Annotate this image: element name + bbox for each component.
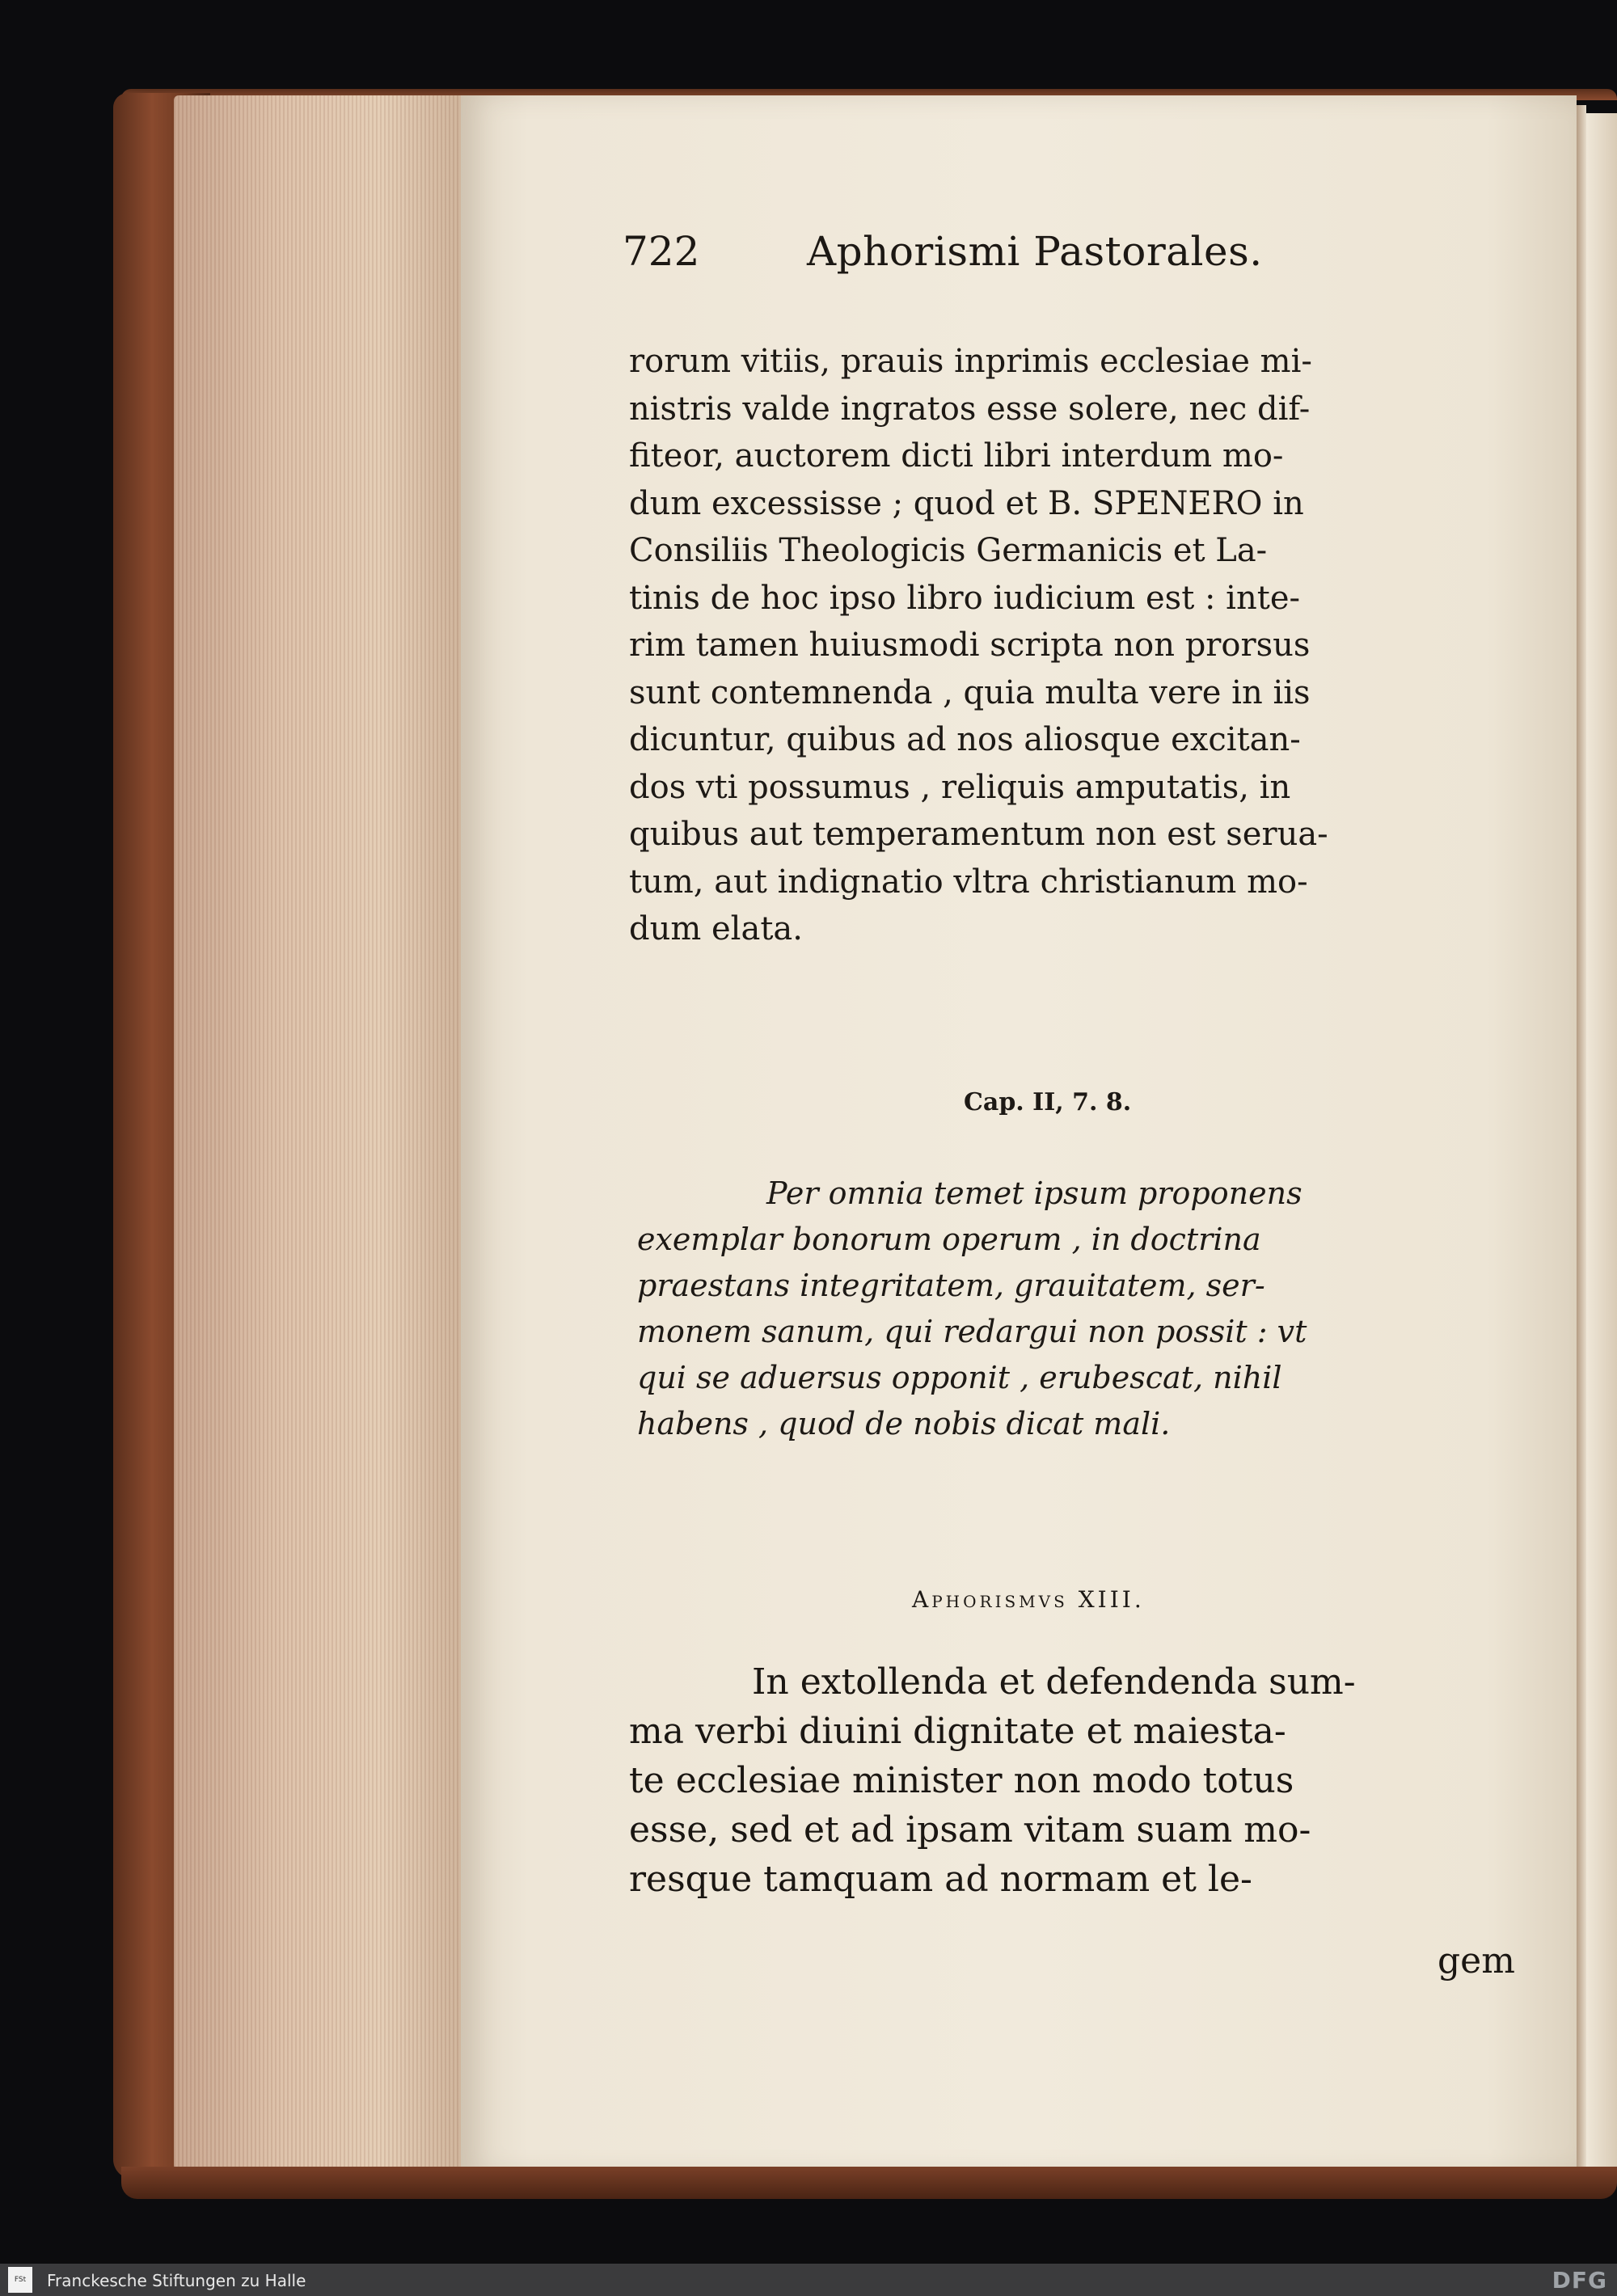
page-edges [174,95,469,2173]
scripture-quotation [637,1171,1528,1447]
page-header [623,228,1350,293]
quote-line: qui se aduersus opponit , erubescat, nihil [637,1360,1282,1395]
text-line: rim tamen huiusmodi scripta non prorsus [629,627,1311,664]
text-line: tum, aut indignatio vltra christianum mo- [629,863,1308,901]
text-line: quibus aut temperamentum non est serua- [629,816,1328,853]
text-line: rorum vitiis, prauis inprimis ecclesiae mi- [629,343,1312,380]
text-line: tinis de hoc ipso libro iudicium est : inte- [629,579,1300,617]
text-line: dicuntur, quibus ad nos aliosque excitan- [629,721,1301,758]
text-line: ma verbi diuini dignitate et maiesta- [629,1711,1286,1752]
text-line: dum elata. [629,910,803,948]
text-line: dum excessisse ; quod et B. SPENERO in [629,484,1304,522]
text-line: fiteor, auctorem dicti libri interdum mo- [629,437,1284,475]
institution-logo-icon: FSt [8,2267,32,2293]
page-number: 722 [623,228,700,275]
quote-line: exemplar bonorum operum , in doctrina [637,1222,1261,1257]
quote-line: monem sanum, qui redargui non possit : vt [637,1314,1307,1349]
text-line: In extollenda et defendenda sum- [752,1661,1356,1703]
catchword: gem [1438,1940,1515,1982]
paragraph-1 [629,338,1528,953]
facing-page-edge [1586,113,1617,2175]
institution-name: Franckesche Stiftungen zu Halle [47,2271,306,2290]
aphorism-heading: Aphorismvs XIII. [912,1586,1145,1613]
text-line: te ecclesiae minister non modo totus [629,1760,1294,1801]
spine-gutter [1577,105,1586,2175]
paragraph-2 [629,1657,1528,1904]
text-line: dos vti possumus , reliquis amputatis, in [629,768,1291,806]
running-title: Aphorismi Pastorales. [807,228,1263,275]
book-cover-bottom [121,2167,1617,2199]
dfg-logo: DFG [1552,2267,1607,2294]
quote-line: habens , quod de nobis dicat mali. [637,1406,1171,1441]
viewer-footer [0,2264,1617,2296]
text-line: Consiliis Theologicis Germanicis et La- [629,532,1268,569]
text-line: sunt contemnenda , quia multa vere in iis [629,673,1311,711]
text-line: nistris valde ingratos esse solere, nec dif- [629,390,1311,428]
text-line: esse, sed et ad ipsam vitam suam mo- [629,1809,1311,1851]
text-line: resque tamquam ad normam et le- [629,1859,1252,1900]
quote-line: praestans integritatem, grauitatem, ser- [637,1268,1265,1303]
quote-line: Per omnia temet ipsum proponens [766,1175,1302,1211]
chapter-reference: Cap. II, 7. 8. [964,1088,1132,1116]
